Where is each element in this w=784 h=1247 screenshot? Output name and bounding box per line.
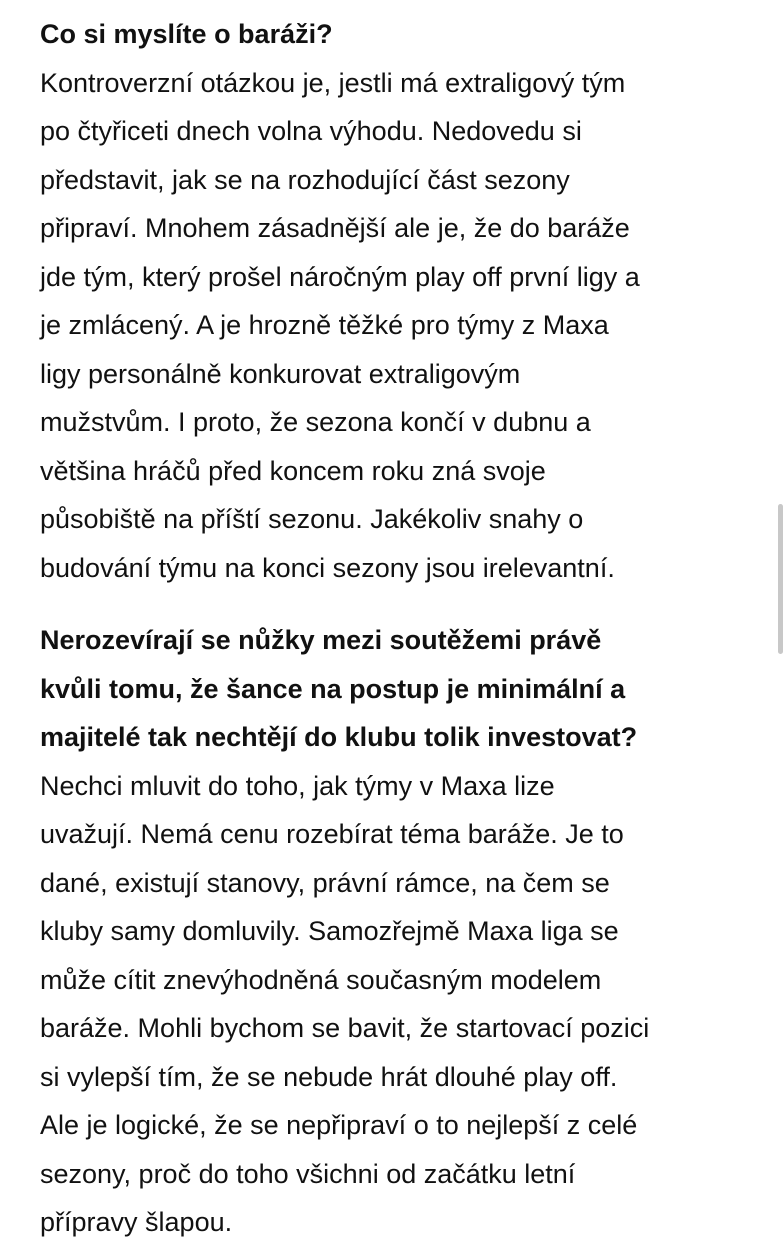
answer-line: většina hráčů před koncem roku zná svoje [40, 455, 546, 486]
answer-line: si vylepší tím, že se nebude hrát dlouhé play off. [40, 1061, 618, 1092]
scrollbar-thumb[interactable] [778, 504, 783, 654]
answer-line: Kontroverzní otázkou je, jestli má extraligový tým [40, 67, 626, 98]
answer-line: uvažují. Nemá cenu rozebírat téma baráže. Je to [40, 819, 624, 849]
answer-line: je zmlácený. A je hrozně těžké pro týmy z Maxa [40, 310, 609, 340]
question-heading [40, 10, 760, 59]
question-heading [40, 616, 760, 762]
answer-line: jde tým, který prošel náročným play off první ligy a [40, 261, 640, 292]
qa-section-1 [40, 10, 760, 592]
answer-line: Nechci mluvit do toho, jak týmy v Maxa lize [40, 770, 555, 801]
answer-line: kluby samy domluvily. Samozřejmě Maxa liga se [40, 916, 619, 946]
question-line: kvůli tomu, že šance na postup je minimální a [40, 673, 626, 704]
question-line: majitelé tak nechtějí do klubu tolik investovat? [40, 722, 638, 752]
answer-line: sezony, proč do toho všichni od začátku letní [40, 1158, 576, 1189]
answer-line: ligy personálně konkurovat extraligovým [40, 358, 521, 389]
answer-line: budování týmu na konci sezony jsou irelevantní. [40, 552, 615, 583]
answer-line: baráže. Mohli bychom se bavit, že startovací pozici [40, 1013, 650, 1043]
question-line: Co si myslíte o baráži? [40, 19, 333, 49]
question-line: Nerozevírají se nůžky mezi soutěžemi právě [40, 625, 602, 655]
answer-line: představit, jak se na rozhodující část sezony [40, 164, 570, 195]
answer-line: přípravy šlapou. [40, 1207, 233, 1237]
answer-line: po čtyřiceti dnech volna výhodu. Nedovedu si [40, 116, 582, 146]
article-body [40, 10, 760, 1247]
answer-line: připraví. Mnohem zásadnější ale je, že do baráže [40, 213, 630, 243]
answer-line: mužstvům. I proto, že sezona končí v dubnu a [40, 407, 591, 437]
answer-paragraph [40, 762, 760, 1247]
answer-line: působiště na příští sezonu. Jakékoliv snahy o [40, 504, 584, 534]
answer-line: může cítit znevýhodněná současným modelem [40, 964, 602, 995]
section-spacer [40, 592, 760, 616]
answer-paragraph [40, 59, 760, 593]
answer-line: dané, existují stanovy, právní rámce, na čem se [40, 867, 610, 898]
vertical-scrollbar[interactable] [776, 0, 784, 1200]
answer-line: Ale je logické, že se nepřipraví o to nejlepší z celé [40, 1110, 638, 1140]
qa-section-2 [40, 616, 760, 1247]
